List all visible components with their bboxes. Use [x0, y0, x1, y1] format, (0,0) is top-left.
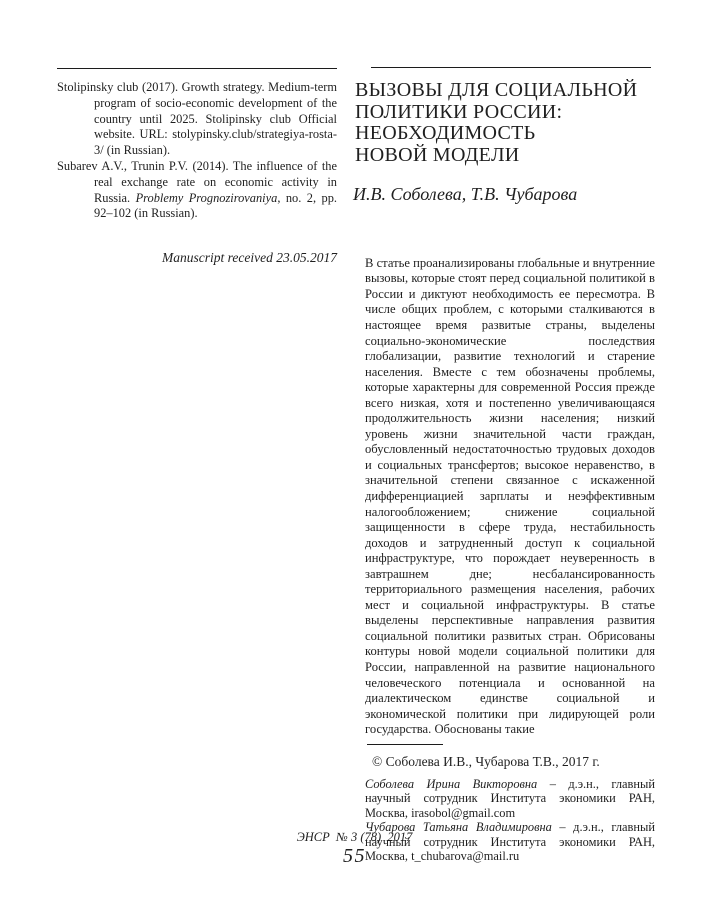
author-bio-name: Чубарова Татьяна Владимировна [365, 820, 552, 835]
article-authors: И.В. Соболева, Т.В. Чубарова [353, 183, 578, 204]
article-top-rule [371, 67, 651, 68]
author-bio-details: – д.э.н., главный научный сотрудник Института экономики РАН, Москва, irasobol@gmail.com [365, 776, 655, 820]
article-abstract: В статье проанализированы глобальные и внутренние вызовы, которые стоят перед социальной политикой в России и диктуют необходимость ее пересмотра. В числе общих проблем, с которыми сталкиваются в настоящее время развитые страны, выделены социально-экономические последствия глобализации, развитие технологий и старение населения. Вместе с тем обозначены проблемы, которые характерны для современной Россия прежде всего низкая, хотя и постепенно увеличивающаяся продолжительность жизни населения; низкий уровень жизни значительной части граждан, обусловленный недостаточностью трудовых доходов и социальных трансфертов; высокое неравенство, в значительной степени связанное с искаженной дифференциацией зарплаты и неэффективным налогообложением; снижение социальной защищенности в сфере труда, нестабильность доходов и затрудненный доступ к социальной инфраструктуре, что порождает неуверенность в завтрашнем дне; несбалансированность территориального размещения населения, рабочих мест и социальной инфраструктуры. В статье выделены перспективные направления развития социальной политики развитых стран. Обрисованы контуры новой модели социальной политики для России, направленной на развитие национального человеческого потенциала и основанной на диалектическом единстве социальной и экономической политики при лидирующей роли государства. Обоснованы такие [365, 255, 655, 737]
reference-text: , no. 2, pp. 92–102 (in Russian). [94, 190, 337, 221]
article-title-line: НОВОЙ МОДЕЛИ [355, 144, 520, 167]
author-bio [365, 777, 655, 821]
references-column [57, 68, 337, 266]
copyright-separator-rule [367, 744, 443, 745]
article-title-line: ВЫЗОВЫ ДЛЯ СОЦИАЛЬНОЙ [355, 79, 638, 101]
reference-entry: Stolipinsky club (2017). Growth strategy. Medium-term program of socio-economic development of the country until 2025. Stolipinsky club Official website. URL: stolypinsky.club/strategiya-rosta-3/ (in Russian). [57, 80, 337, 158]
reference-journal-name: Problemy Prognozirovaniya [135, 190, 278, 205]
author-bio-details: – д.э.н., главный научный сотрудник Института экономики РАН, Москва, t_chubarova@mail.ru [365, 820, 655, 864]
reference-list [57, 80, 337, 222]
author-bio-name: Соболева Ирина Викторовна [365, 776, 538, 791]
journal-footer-line: ЭНСР № 3 (78) 2017 [296, 830, 413, 844]
article-title [355, 80, 655, 167]
references-top-rule [57, 68, 337, 69]
copyright-line: © Соболева И.В., Чубарова Т.В., 2017 г. [372, 753, 600, 769]
reference-text: Subarev A.V., Trunin P.V. (2014). The influence of the real exchange rate on economic activity in Russia. [57, 158, 337, 205]
page-number: 55 [343, 845, 366, 867]
reference-entry [57, 159, 337, 222]
article-title-line: ПОЛИТИКИ РОССИИ: [355, 100, 563, 123]
manuscript-received-note: Manuscript received 23.05.2017 [162, 250, 337, 266]
article-title-line: НЕОБХОДИМОСТЬ [355, 122, 536, 145]
